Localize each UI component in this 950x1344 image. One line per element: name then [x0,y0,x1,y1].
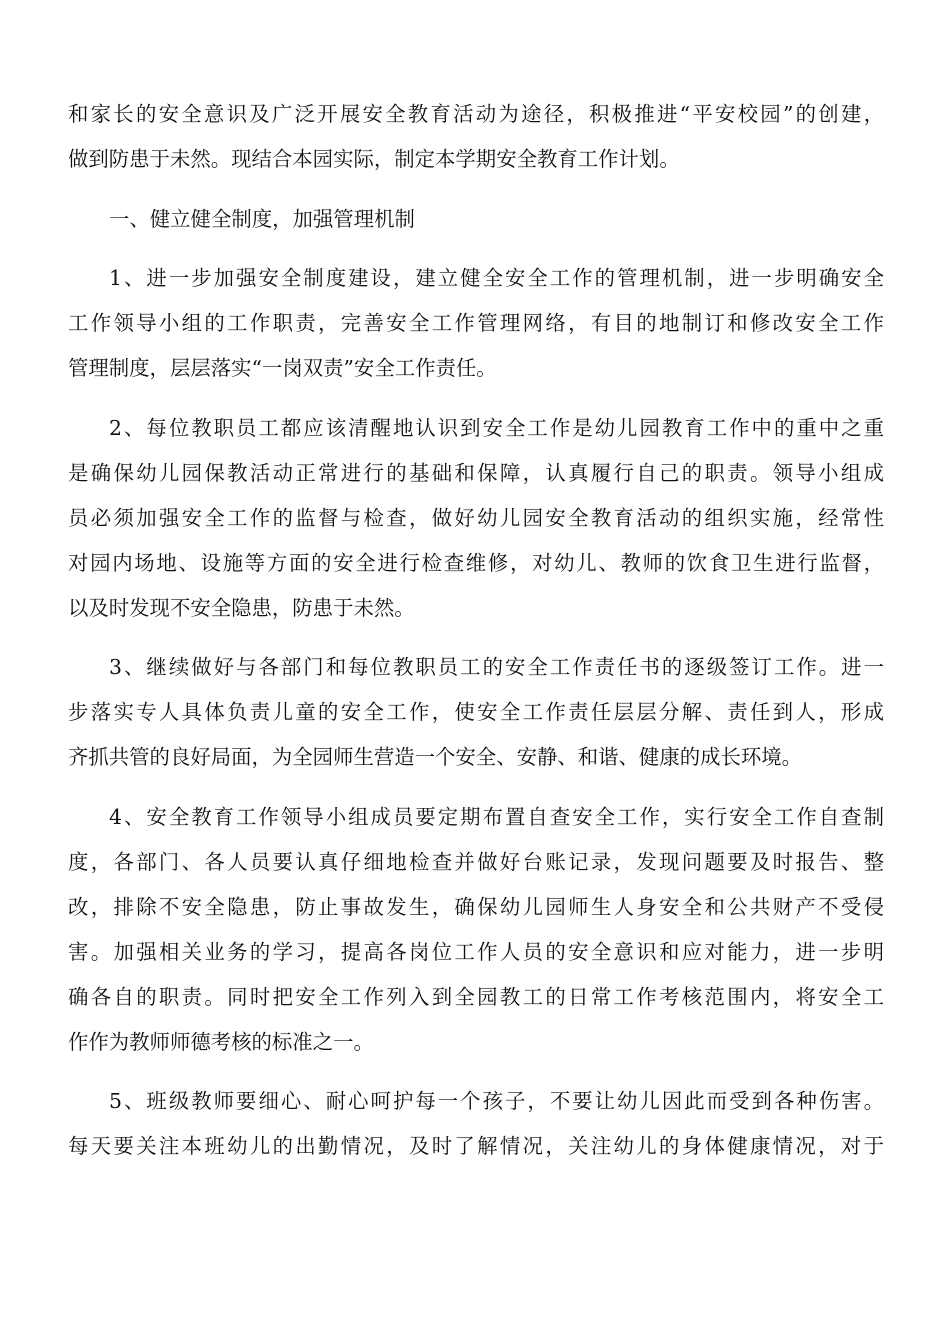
text-line: 做到防患于未然。现结合本园实际，制定本学期安全教育工作计划。 [68,147,680,171]
text-line: 每天要关注本班幼儿的出勤情况，及时了解情况，关注幼儿的身体健康情况，对于 [68,1134,884,1158]
paragraph [68,645,884,780]
text-line: 管理制度，层层落实“一岗双责”安全工作责任。 [68,356,497,380]
text-line: 对园内场地、设施等方面的安全进行检查维修，对幼儿、教师的饮食卫生进行监督， [68,550,884,575]
text-line: 3、继续做好与各部门和每位教职员工的安全工作责任书的逐级签订工作。进一 [109,655,884,679]
text-line: 害。加强相关业务的学习，提高各岗位工作人员的安全意识和应对能力，进一步明 [68,939,884,964]
text-line: 齐抓共管的良好局面，为全园师生营造一个安全、安静、和谐、健康的成长环境。 [68,745,803,769]
paragraph [68,1079,884,1169]
text-line: 4、安全教育工作领导小组成员要定期布置自查安全工作，实行安全工作自查制 [109,804,884,829]
text-line: 2、每位教职员工都应该清醒地认识到安全工作是幼儿园教育工作中的重中之重 [109,415,884,440]
section-heading [68,197,884,242]
text-line: 度，各部门、各人员要认真仔细地检查并做好台账记录，发现问题要及时报告、整 [68,849,884,874]
text-line: 确各自的职责。同时把安全工作列入到全园教工的日常工作考核范围内，将安全工 [68,984,884,1009]
text-line: 是确保幼儿园保教活动正常进行的基础和保障，认真履行自己的职责。领导小组成 [68,460,884,485]
paragraph [68,406,884,631]
text-line: 工作领导小组的工作职责，完善安全工作管理网络，有目的地制订和修改安全工作 [68,311,884,335]
text-line: 以及时发现不安全隐患，防患于未然。 [68,595,415,620]
text-line: 5、班级教师要细心、耐心呵护每一个孩子，不要让幼儿因此而受到各种伤害。 [109,1089,884,1113]
paragraph [68,92,884,182]
heading-line: 一、健立健全制度，加强管理机制 [109,206,415,231]
text-line: 1、进一步加强安全制度建设，建立健全安全工作的管理机制，进一步明确安全 [109,266,884,290]
text-line: 作作为教师师德考核的标准之一。 [68,1029,374,1054]
paragraph [68,256,884,391]
paragraph [68,795,884,1065]
text-line: 步落实专人具体负责儿童的安全工作，使安全工作责任层层分解、责任到人，形成 [68,700,884,724]
document-body [68,92,884,1169]
text-line: 员必须加强安全工作的监督与检查，做好幼儿园安全教育活动的组织实施，经常性 [68,505,884,530]
text-line: 改，排除不安全隐患，防止事故发生，确保幼儿园师生人身安全和公共财产不受侵 [68,894,884,919]
text-line: 和家长的安全意识及广泛开展安全教育活动为途径，积极推进“平安校园”的创建， [68,102,884,126]
